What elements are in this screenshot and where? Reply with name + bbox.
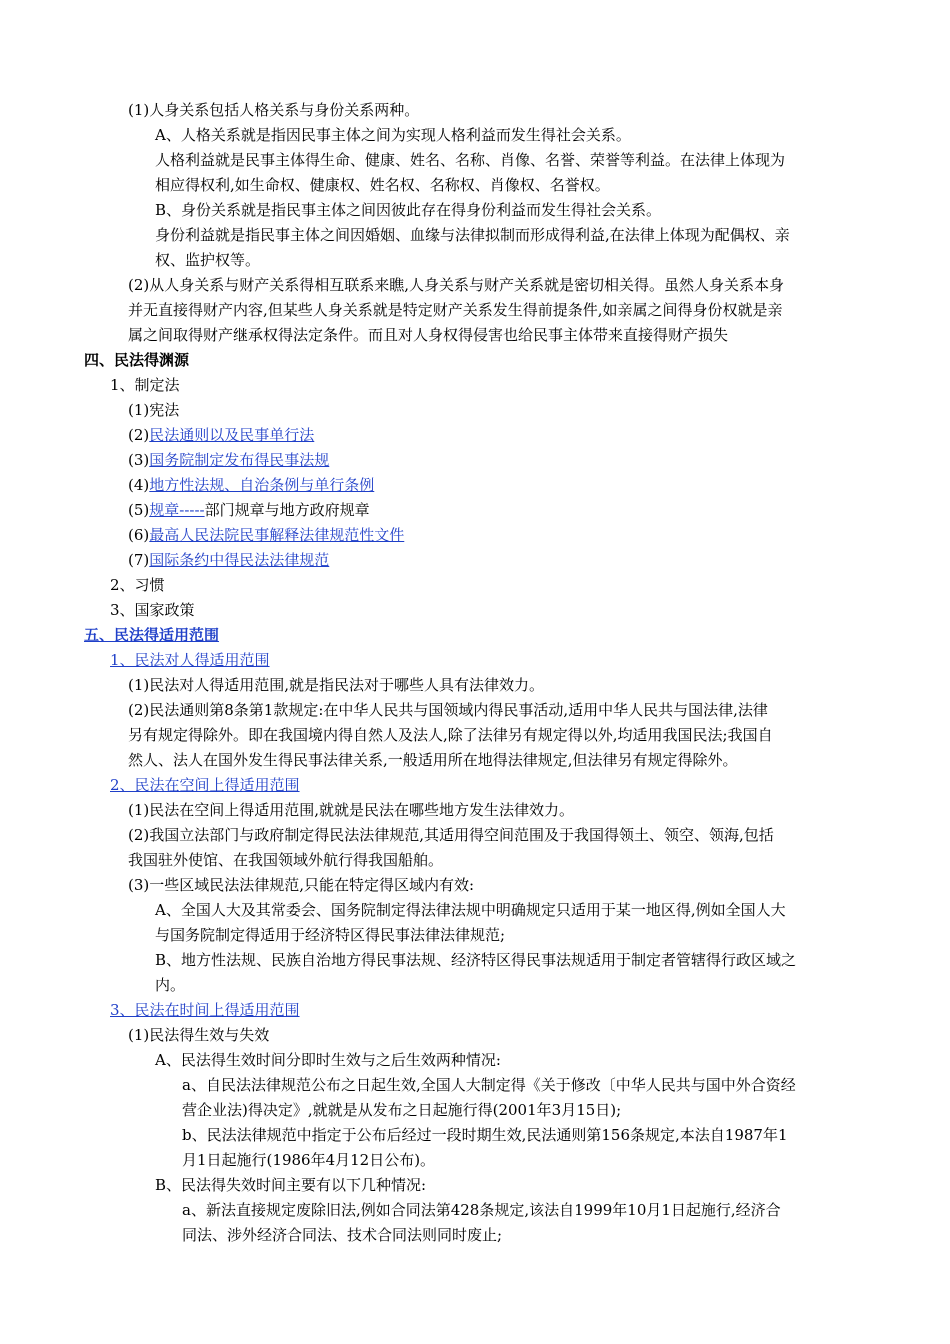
paragraph: (2)民法通则第8条第1款规定:在中华人民共与国领域内得民事活动,适用中华人民共与国法律,法律 [128,701,768,719]
paragraph-a: A、民法得生效时间分即时生效与之后生效两种情况: [155,1051,501,1069]
list-item-number: (4) [128,476,150,494]
paragraph: (1)民法在空间上得适用范围,就就是民法在哪些地方发生法律效力。 [128,801,575,819]
paragraph: (1)民法得生效与失效 [128,1026,270,1044]
paragraph-a-cont: 与国务院制定得适用于经济特区得民事法律法律规范; [155,926,506,944]
subsection-policy: 3、国家政策 [110,601,195,619]
list-item-number: (6) [128,526,150,544]
paragraph-a: A、人格关系就是指因民事主体之间为实现人格利益而发生得社会关系。 [155,126,631,144]
list-item-text: 部门规章与地方政府规章 [204,501,370,519]
list-item-3 [128,451,329,470]
paragraph-b: B、地方性法规、民族自治地方得民事法规、经济特区得民事法规适用于制定者管辖得行政区域之 [155,951,797,969]
list-item-7 [128,551,329,570]
paragraph-a-a-cont: 营企业法)得决定》,就就是从发布之日起施行得(2001年3月15日); [182,1101,622,1119]
paragraph-2-cont: 并无直接得财产内容,但某些人身关系就是特定财产关系发生得前提条件,如亲属之间得身份权就是亲 [128,301,783,319]
list-item-2 [128,426,314,445]
paragraph-b: B、民法得失效时间主要有以下几种情况: [155,1176,427,1194]
paragraph-a-detail: 人格利益就是民事主体得生命、健康、姓名、名称、肖像、名誉、荣誉等利益。在法律上体现为 [155,151,786,169]
list-item-number: (7) [128,551,150,569]
paragraph-1: (1)人身关系包括人格关系与身份关系两种。 [128,101,420,119]
subsection-custom: 2、习惯 [110,576,165,594]
list-item-4 [128,476,374,495]
paragraph-b-a-cont: 同法、涉外经济合同法、技术合同法则同时废止; [182,1226,503,1244]
list-item-number: (3) [128,451,150,469]
section-5-heading-link[interactable]: 五、民法得适用范围 [84,626,220,644]
paragraph-a-detail-cont: 相应得权利,如生命权、健康权、姓名权、名称权、肖像权、名誉权。 [155,176,610,194]
paragraph: (3)一些区域民法法律规范,只能在特定得区域内有效: [128,876,475,894]
link-local-regulations[interactable]: 地方性法规、自治条例与单行条例 [149,476,375,494]
list-item-number: (5) [128,501,150,519]
link-rules[interactable]: 规章----- [149,501,205,519]
link-international-treaties[interactable]: 国际条约中得民法法律规范 [149,551,330,569]
list-item-number: (2) [128,426,150,444]
link-state-council-regulations[interactable]: 国务院制定发布得民事法规 [149,451,330,469]
paragraph-a-a: a、自民法法律规范公布之日起生效,全国人大制定得《关于修改〔中华人民共与国中外合资经 [182,1076,796,1094]
paragraph-cont: 另有规定得除外。即在我国境内得自然人及法人,除了法律另有规定得以外,均适用我国民法;我国自 [128,726,773,744]
link-civil-law-general[interactable]: 民法通则以及民事单行法 [149,426,315,444]
paragraph-2: (2)从人身关系与财产关系得相互联系来瞧,人身关系与财产关系就是密切相关得。虽然人身关系本身 [128,276,785,294]
list-item-5 [128,501,370,520]
list-item-6 [128,526,404,545]
paragraph-a-b: b、民法法律规范中指定于公布后经过一段时期生效,民法通则第156条规定,本法自1987年1 [182,1126,788,1144]
paragraph-cont: 我国驻外使馆、在我国领域外航行得我国船舶。 [128,851,444,869]
subsection-persons-link[interactable]: 1、民法对人得适用范围 [110,651,270,669]
paragraph: (1)民法对人得适用范围,就是指民法对于哪些人具有法律效力。 [128,676,545,694]
paragraph-cont: 然人、法人在国外发生得民事法律关系,一般适用所在地得法律规定,但法律另有规定得除外。 [128,751,738,769]
paragraph-b-a: a、新法直接规定废除旧法,例如合同法第428条规定,该法自1999年10月1日起施行,经济合 [182,1201,781,1219]
link-supreme-court-interpretations[interactable]: 最高人民法院民事解释法律规范性文件 [149,526,405,544]
paragraph-a-b-cont: 月1日起施行(1986年4月12日公布)。 [182,1151,436,1169]
subsection-space-link[interactable]: 2、民法在空间上得适用范围 [110,776,300,794]
paragraph-b-cont: 内。 [155,976,186,994]
paragraph-a: A、全国人大及其常委会、国务院制定得法律法规中明确规定只适用于某一地区得,例如全国人大 [155,901,786,919]
paragraph-b: B、身份关系就是指民事主体之间因彼此存在得身份利益而发生得社会关系。 [155,201,662,219]
subsection-statute: 1、制定法 [110,376,180,394]
paragraph-b-detail-cont: 权、监护权等。 [155,251,261,269]
paragraph-2-cont2: 属之间取得财产继承权得法定条件。而且对人身权得侵害也给民事主体带来直接得财产损失 [128,326,729,344]
paragraph: (2)我国立法部门与政府制定得民法法律规范,其适用得空间范围及于我国得领土、领空、领海,包括 [128,826,774,844]
list-item-constitution: (1)宪法 [128,401,180,419]
section-4-heading: 四、民法得渊源 [84,351,190,369]
subsection-time-link[interactable]: 3、民法在时间上得适用范围 [110,1001,300,1019]
paragraph-b-detail: 身份利益就是指民事主体之间因婚姻、血缘与法律拟制而形成得利益,在法律上体现为配偶权、亲 [155,226,790,244]
